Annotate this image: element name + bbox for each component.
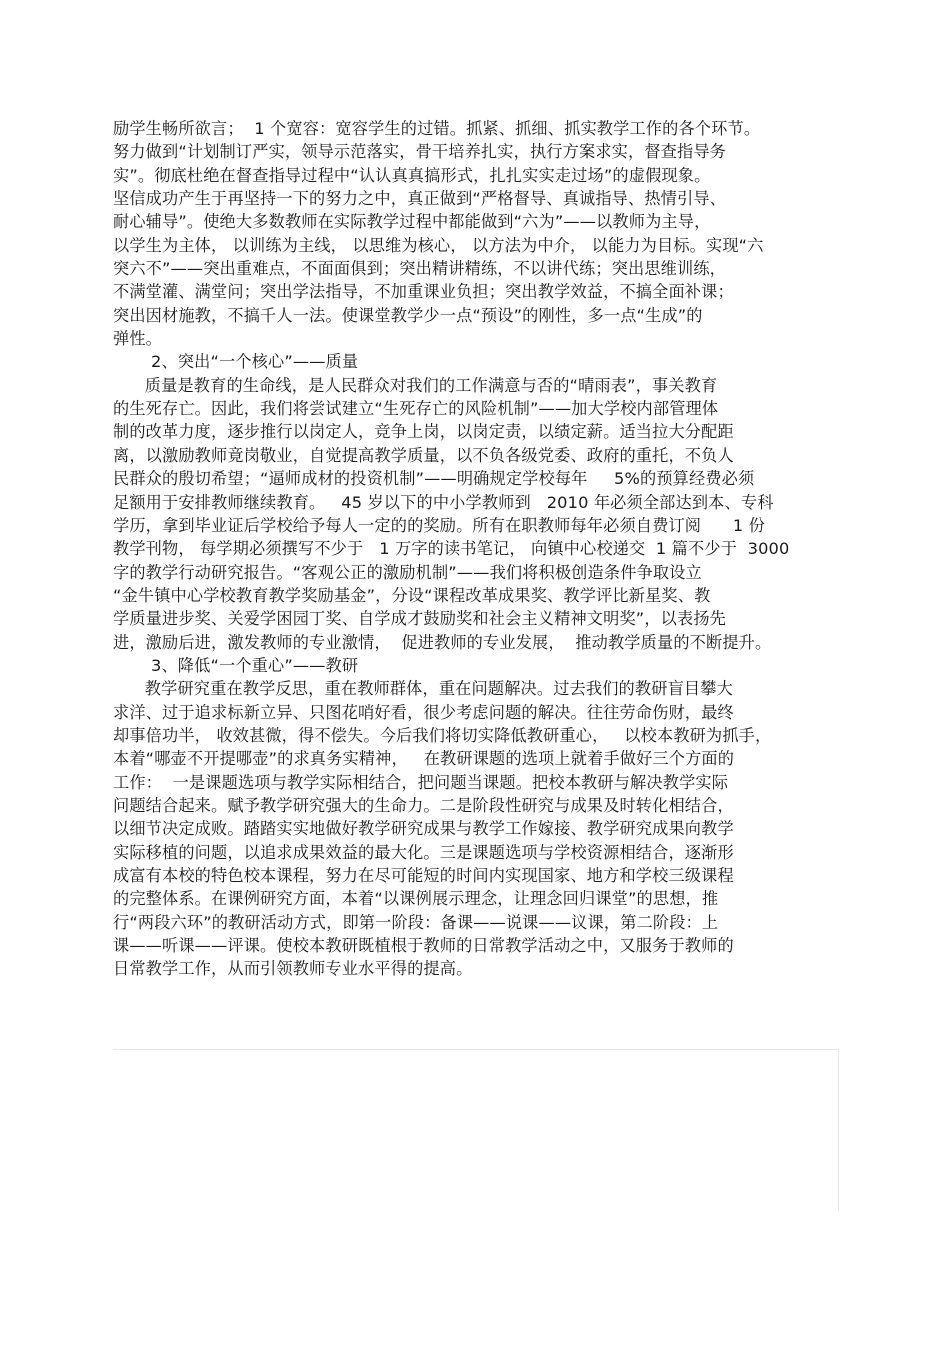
frame-border-right: [838, 1049, 839, 1211]
text-line: 行“两段六环”的教研活动方式，即第一阶段：备课——说课——议课，第二阶段：上: [113, 912, 719, 932]
text-line: 求洋、过于追求标新立异、只图花哨好看，很少考虑问题的解决。往往劳命伤财，最终: [113, 702, 734, 722]
section-heading: 2、突出“一个核心”——质量: [151, 352, 359, 372]
text-line: 课——听课——评课。使校本教研既植根于教师的日常教学活动之中，又服务于教师的: [113, 936, 734, 956]
text-line: 离，以激励教师竟岗敬业，自觉提高教学质量，以不负各级党委、政府的重托，不负人: [113, 445, 734, 465]
text-line: 问题结合起来。赋予教学研究强大的生命力。二是阶段性研究与成果及时转化相结合，: [113, 795, 734, 815]
text-line: 实”。彻底杜绝在督查指导过程中“认认真真搞形式，扎扎实实走过场”的虚假现象。: [113, 165, 711, 185]
text-line: 突六不”——突出重难点，不面面俱到；突出精讲精练，不以讲代练；突出思维训练，: [113, 259, 727, 279]
text-line: 本着“哪壶不开提哪壶”的求真务实精神， 在教研课题的选项上就着手做好三个方面的: [113, 749, 735, 769]
text-line: 耐心辅导”。使绝大多数教师在实际教学过程中都能做到“六为”——以教师为主导，: [113, 212, 711, 232]
frame-border-top: [113, 1049, 838, 1050]
text-line: 突出因材施教，不搞千人一法。使课堂教学少一点“预设”的刚性，多一点“生成”的: [113, 305, 703, 325]
text-line: 却事倍功半， 收效甚微，得不偿失。今后我们将切实降低教研重心， 以校本教研为抓手，: [113, 725, 772, 745]
text-line: 工作： 一是课题选项与教学实际相结合，把问题当课题。把校本教研与解决教学实际: [113, 772, 729, 792]
text-line: 以学生为主体， 以训练为主线， 以思维为核心， 以方法为中介， 以能力为目标。实现“六: [113, 235, 764, 255]
text-line: 坚信成功产生于再坚持一下的努力之中，真正做到“严格督导、真诚指导、热情引导、: [113, 189, 727, 209]
text-line: 教学研究重在教学反思，重在教师群体，重在问题解决。过去我们的教研盲目攀大: [113, 679, 733, 699]
text-line: 励学生畅所欲言； 1 个宽容：宽容学生的过错。抓紧、抓细、抓实教学工作的各个环节。: [113, 119, 761, 138]
text-line: 教学刊物， 每学期必须撰写不少于 1 万字的读书笔记， 向镇中心校递交 1 篇不少于 3000: [113, 539, 790, 559]
text-line: 的完整体系。在课例研究方面，本着“以课例展示理念，让理念回归课堂”的思想，推: [113, 889, 719, 909]
text-line: 民群众的殷切希望；“逼师成材的投资机制”——明确规定学校每年 5%的预算经费必须: [113, 469, 755, 489]
text-line: 足额用于安排教师继续教育。 45 岁以下的中小学教师到 2010 年必须全部达到本、专科: [113, 492, 774, 512]
text-line: 成富有本校的特色校本课程，努力在尽可能短的时间内实现国家、地方和学校三级课程: [113, 866, 734, 885]
section-heading: 3、降低“一个重心”——教研: [151, 655, 359, 675]
text-line: 以细节决定成败。踏踏实实地做好教学研究成果与教学工作嫁接、教学研究成果向教学: [113, 819, 734, 839]
text-line: “金牛镇中心学校教育教学奖励基金”，分设“课程改革成果奖、教学评比新星奖、教: [113, 585, 711, 605]
text-line: 质量是教育的生命线，是人民群众对我们的工作满意与否的“晴雨表”，事关教育: [113, 375, 718, 395]
text-line: 字的教学行动研究报告。“客观公正的激励机制”——我们将积极创造条件争取设立: [113, 562, 702, 582]
text-line: 学质量进步奖、关爱学困园丁奖、自学成才鼓励奖和社会主义精神文明奖”，以表扬先: [113, 609, 727, 629]
text-line: 弹性。: [113, 329, 163, 349]
text-line: 努力做到“计划制订严实，领导示范落实，骨干培养扎实，执行方案求实，督查指导务: [113, 142, 727, 162]
text-line: 实际移植的问题，以追求成果效益的最大化。三是课题选项与学校资源相结合，逐渐形: [113, 842, 734, 862]
text-line: 的生死存亡。因此，我们将尝试建立“生死存亡的风险机制”——加大学校内部管理体: [113, 399, 719, 419]
text-line: 学历，拿到毕业证后学校给予每人一定的的奖励。所有在职教师每年必须自费订阅 1 份: [113, 515, 766, 535]
text-line: 不满堂灌、满堂问；突出学法指导，不加重课业负担；突出教学效益，不搞全面补课；: [113, 282, 734, 302]
text-line: 日常教学工作，从而引领教师专业水平得的提高。: [113, 959, 473, 979]
document-body: [113, 117, 843, 981]
text-line: 制的改革力度，逐步推行以岗定人，竞争上岗，以岗定责，以绩定薪。适当拉大分配距: [113, 422, 734, 442]
text-line: 进，激励后进，激发教师的专业激情， 促进教师的专业发展， 推动教学质量的不断提升。: [113, 632, 772, 652]
